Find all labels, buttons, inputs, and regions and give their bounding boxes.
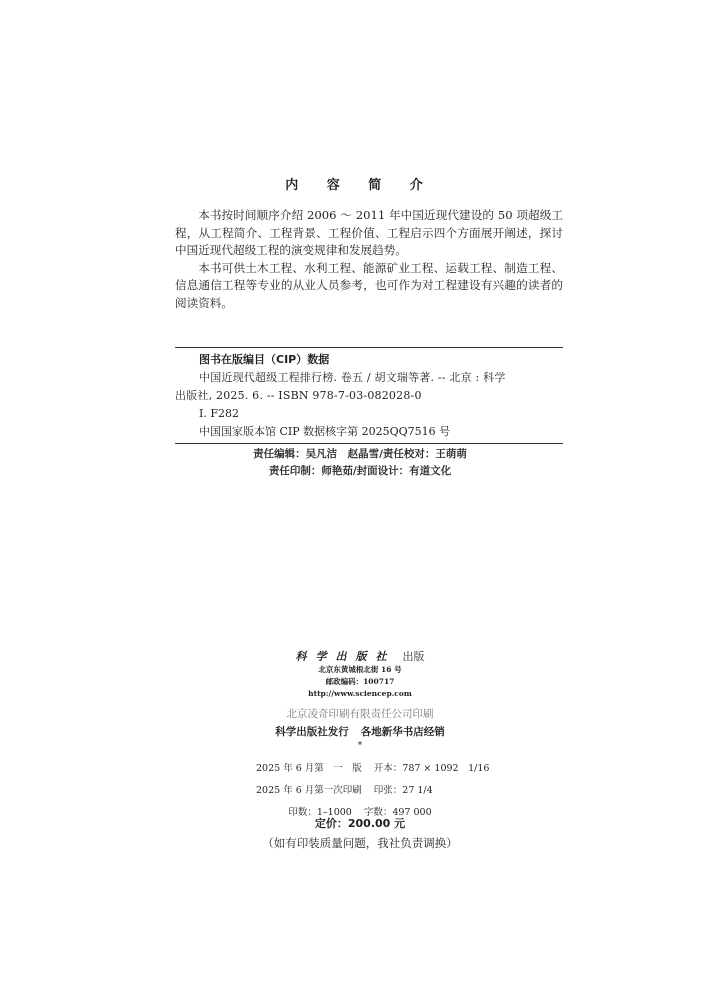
seller: 各地新华书店经销	[360, 726, 445, 738]
imprint-row	[256, 760, 489, 774]
printer-line: 北京凌奇印刷有限责任公司印刷	[286, 708, 434, 720]
cip-bottom-divider	[175, 443, 563, 444]
cip-publication-line: 出版社, 2025. 6. -- ISBN 978-7-03-082028-0	[175, 389, 422, 402]
cip-top-divider	[175, 347, 563, 348]
word-count: 字数：497 000	[363, 807, 432, 818]
imprint-row	[256, 782, 433, 796]
publisher-postcode: 邮政编码：100717	[325, 677, 395, 686]
publisher-url: http://www.sciencep.com	[308, 689, 412, 698]
intro-title: 内 容 简 介	[285, 178, 435, 193]
publisher-suffix: 出版	[402, 650, 425, 663]
intro-body	[175, 207, 563, 313]
distribution-line	[0, 724, 720, 739]
copies: 印数：1–1000	[288, 807, 352, 818]
issuer: 科学出版社发行	[275, 726, 349, 738]
separator-star: *	[357, 741, 363, 751]
price: 定价：200.00 元	[314, 817, 406, 830]
cip-heading: 图书在版编目（CIP）数据	[199, 353, 330, 366]
publisher-logo-text: 科学出版社	[295, 650, 396, 663]
credits-production: 责任印制：师艳茹/封面设计：有道文化	[268, 465, 452, 477]
intro-paragraph: 本书按时间顺序介绍 2006 ～ 2011 年中国近现代建设的 50 项超级工程，从工程简介、工程背景、工程价值、工程启示四个方面展开阐述，探讨中国近现代超级工程的演变规律和发展趋势。	[175, 208, 563, 258]
credits-editors: 责任编辑：吴凡洁 赵晶雪/责任校对：王萌萌	[253, 448, 467, 460]
edition: 2025 年 6 月第 一 版	[256, 763, 362, 774]
publisher-block	[0, 645, 720, 700]
sheets: 印张：27 1/4	[373, 785, 433, 796]
cip-block	[175, 351, 563, 441]
cip-title-line: 中国近现代超级工程排行榜. 卷五 / 胡文瑞等著. -- 北京 : 科学	[199, 371, 506, 384]
cip-classification: Ⅰ. F282	[199, 407, 239, 420]
publisher-address: 北京东黄城根北街 16 号	[318, 665, 402, 674]
printing: 2025 年 6 月第一次印刷	[256, 785, 362, 796]
cip-record-number: 中国国家版本馆 CIP 数据核字第 2025QQ7516 号	[199, 425, 451, 438]
defect-notice: （如有印装质量问题，我社负责调换）	[262, 836, 458, 850]
intro-paragraph: 本书可供土木工程、水利工程、能源矿业工程、运载工程、制造工程、信息通信工程等专业的从业人员参考，也可作为对工程建设有兴趣的读者的阅读资料。	[175, 260, 563, 310]
editorial-credits	[0, 446, 720, 480]
format: 开本：787 × 1092 1/16	[373, 763, 490, 774]
